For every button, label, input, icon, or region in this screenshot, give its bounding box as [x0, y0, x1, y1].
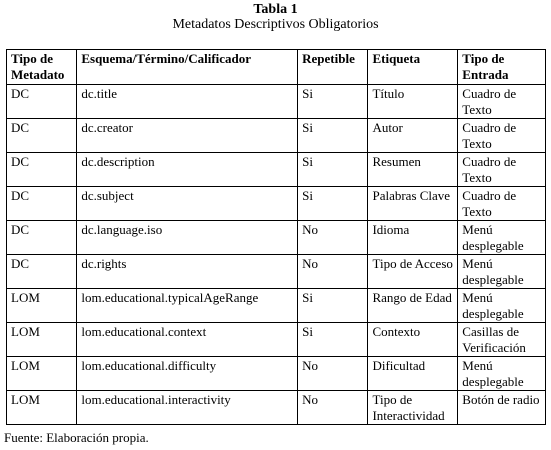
cell-tipo-entrada: Cuadro de Texto — [458, 153, 546, 187]
table-row — [7, 289, 546, 323]
header-tipo-entrada: Tipo de Entrada — [458, 50, 546, 85]
cell-repetible: No — [298, 255, 368, 289]
cell-repetible: Si — [298, 119, 368, 153]
table-row — [7, 187, 546, 221]
table-header-row — [7, 50, 546, 85]
cell-repetible: Si — [298, 323, 368, 357]
cell-tipo-entrada: Cuadro de Texto — [458, 119, 546, 153]
cell-repetible: No — [298, 357, 368, 391]
cell-etiqueta: Idioma — [368, 221, 458, 255]
cell-tipo-metadato: DC — [7, 221, 77, 255]
cell-repetible: Si — [298, 153, 368, 187]
cell-esquema: lom.educational.context — [77, 323, 298, 357]
cell-esquema: dc.language.iso — [77, 221, 298, 255]
metadata-table — [6, 49, 546, 425]
cell-esquema: dc.creator — [77, 119, 298, 153]
header-tipo-metadato: Tipo de Metadato — [7, 50, 77, 85]
cell-etiqueta: Título — [368, 85, 458, 119]
cell-tipo-entrada: Menú desplegable — [458, 255, 546, 289]
cell-tipo-entrada: Botón de radio — [458, 391, 546, 425]
cell-tipo-entrada: Cuadro de Texto — [458, 85, 546, 119]
cell-repetible: No — [298, 221, 368, 255]
header-repetible: Repetible — [298, 50, 368, 85]
table-row — [7, 323, 546, 357]
cell-esquema: dc.title — [77, 85, 298, 119]
cell-etiqueta: Resumen — [368, 153, 458, 187]
cell-etiqueta: Tipo de Acceso — [368, 255, 458, 289]
cell-tipo-entrada: Menú desplegable — [458, 221, 546, 255]
cell-etiqueta: Tipo de Interactividad — [368, 391, 458, 425]
cell-tipo-entrada: Cuadro de Texto — [458, 187, 546, 221]
cell-tipo-metadato: DC — [7, 255, 77, 289]
source-note: Fuente: Elaboración propia. — [4, 430, 149, 445]
cell-tipo-metadato: DC — [7, 153, 77, 187]
cell-tipo-metadato: LOM — [7, 323, 77, 357]
cell-etiqueta: Dificultad — [368, 357, 458, 391]
table-subtitle: Metadatos Descriptivos Obligatorios — [172, 17, 379, 32]
cell-tipo-metadato: LOM — [7, 289, 77, 323]
cell-tipo-entrada: Casillas de Verificación — [458, 323, 546, 357]
cell-tipo-entrada: Menú desplegable — [458, 289, 546, 323]
cell-esquema: dc.subject — [77, 187, 298, 221]
cell-esquema: lom.educational.typicalAgeRange — [77, 289, 298, 323]
table-row — [7, 119, 546, 153]
table-row — [7, 85, 546, 119]
cell-esquema: dc.description — [77, 153, 298, 187]
header-esquema: Esquema/Término/Calificador — [77, 50, 298, 85]
table-row — [7, 255, 546, 289]
cell-etiqueta: Autor — [368, 119, 458, 153]
cell-tipo-entrada: Menú desplegable — [458, 357, 546, 391]
cell-repetible: Si — [298, 289, 368, 323]
cell-tipo-metadato: DC — [7, 119, 77, 153]
cell-etiqueta: Contexto — [368, 323, 458, 357]
cell-tipo-metadato: DC — [7, 187, 77, 221]
cell-esquema: lom.educational.interactivity — [77, 391, 298, 425]
table-row — [7, 391, 546, 425]
table-row — [7, 153, 546, 187]
cell-esquema: dc.rights — [77, 255, 298, 289]
cell-tipo-metadato: LOM — [7, 357, 77, 391]
cell-repetible: No — [298, 391, 368, 425]
table-title: Tabla 1 — [253, 2, 298, 17]
cell-tipo-metadato: DC — [7, 85, 77, 119]
cell-etiqueta: Rango de Edad — [368, 289, 458, 323]
header-etiqueta: Etiqueta — [368, 50, 458, 85]
table-row — [7, 357, 546, 391]
table-row — [7, 221, 546, 255]
cell-repetible: Si — [298, 187, 368, 221]
cell-tipo-metadato: LOM — [7, 391, 77, 425]
cell-etiqueta: Palabras Clave — [368, 187, 458, 221]
cell-esquema: lom.educational.difficulty — [77, 357, 298, 391]
cell-repetible: Si — [298, 85, 368, 119]
